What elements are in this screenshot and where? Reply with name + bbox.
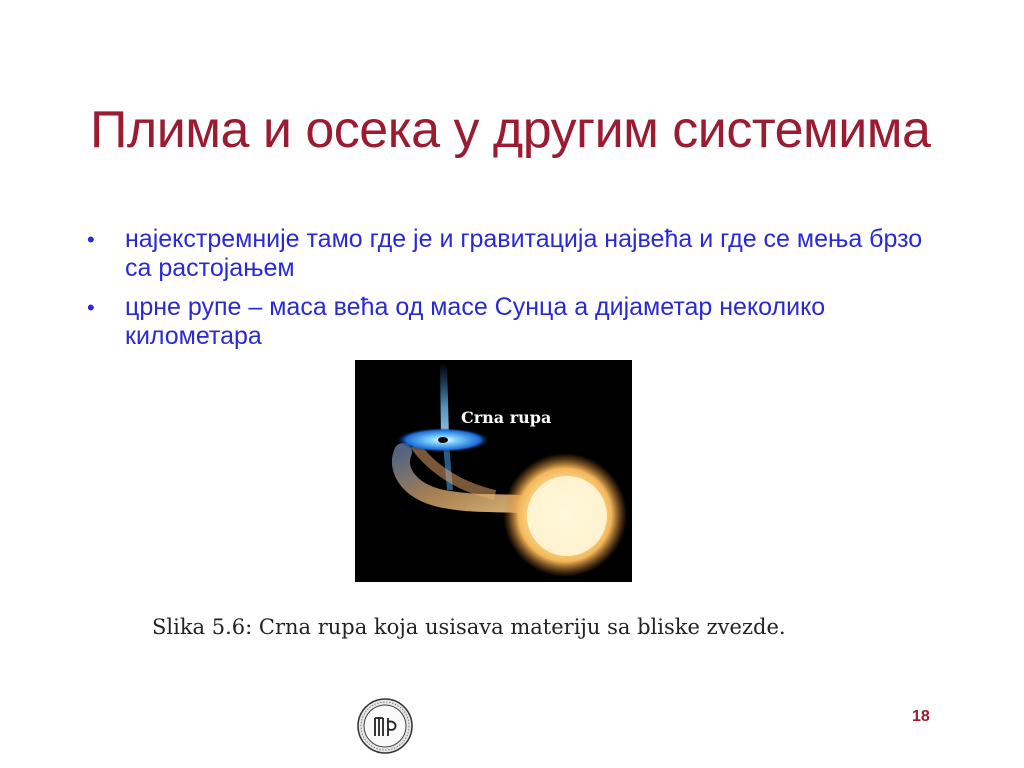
bullet-list bbox=[87, 225, 947, 361]
figure-label: Crna rupa bbox=[461, 408, 552, 427]
bullet-text: црне рупе – маса већа од масе Сунца а дијаметар неколико километара bbox=[125, 293, 826, 350]
slide-title: Плима и осека у другим системима bbox=[90, 101, 931, 159]
bullet-item bbox=[87, 293, 947, 351]
figure-caption: Slika 5.6: Crna rupa koja usisava materiju sa bliske zvezde. bbox=[152, 615, 786, 639]
faculty-seal-icon bbox=[357, 698, 413, 754]
bullet-icon: • bbox=[87, 295, 95, 320]
bullet-icon: • bbox=[87, 227, 95, 252]
bullet-item bbox=[87, 225, 947, 283]
page-number: 18 bbox=[912, 708, 930, 725]
black-hole-image bbox=[355, 360, 632, 582]
bullet-text: најекстремније тамо где је и гравитација највећа и где се мења брзо са растојањем bbox=[125, 225, 923, 282]
